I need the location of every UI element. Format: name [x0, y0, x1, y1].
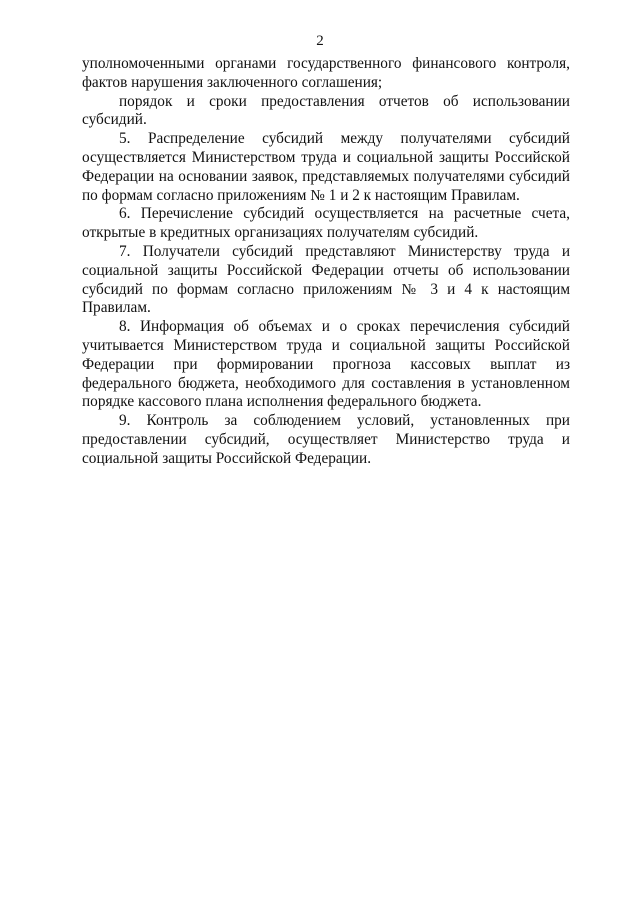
- paragraph-reporting-procedure: порядок и сроки предоставления отчетов об использовании субсидий.: [82, 92, 570, 129]
- document-body: [82, 55, 570, 469]
- paragraph-8-information: 8. Информация об объемах и о сроках перечисления субсидий учитывается Министерством труда и социальной защиты Российской Федерации при формировании прогноза кассовых выплат из федерального бюджета, необходимого для составления в установленном порядке кассового плана исполнения федерального бюджета.: [82, 318, 570, 411]
- paragraph-9-control: 9. Контроль за соблюдением условий, установленных при предоставлении субсидий, осуществляет Министерство труда и социальной защиты Российской Федерации.: [82, 412, 570, 467]
- paragraph-control-bodies: уполномоченными органами государственного финансового контроля, фактов нарушения заключенного соглашения;: [82, 55, 570, 91]
- paragraph-6-transfer: 6. Перечисление субсидий осуществляется на расчетные счета, открытые в кредитных организациях получателям субсидий.: [82, 205, 570, 242]
- paragraph-5-distribution: 5. Распределение субсидий между получателями субсидий осуществляется Министерством труда и социальной защиты Российской Федерации на основании заявок, представляемых получателями субсидий по формам согласно приложениям № 1 и 2 к настоящим Правилам.: [82, 130, 570, 204]
- page-number: 2: [316, 33, 324, 49]
- paragraph-7-reports: 7. Получатели субсидий представляют Министерству труда и социальной защиты Российской Федерации отчеты об использовании субсидий по формам согласно приложениям № 3 и 4 к настоящим Правилам.: [82, 242, 570, 317]
